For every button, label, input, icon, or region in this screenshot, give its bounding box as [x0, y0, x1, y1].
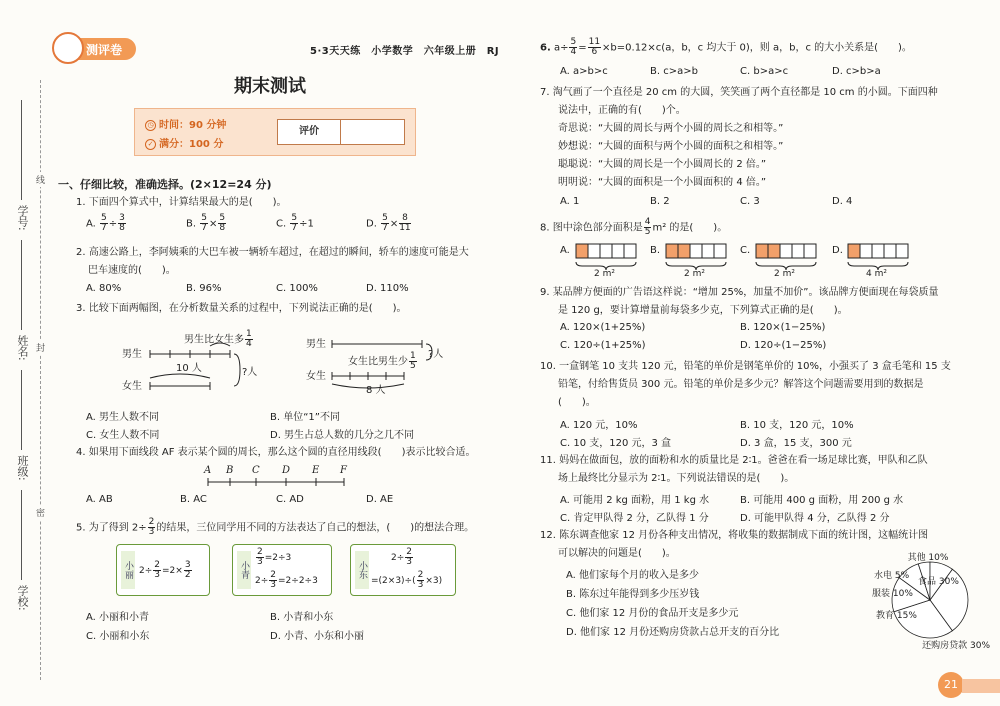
idea-xiaoqing-expr-2: 2÷ $\frac{2}{3}$ =2÷2÷3 — [255, 570, 318, 590]
question-9-line-1: 9. 某品牌方便面的广告语这样说：“增加 25%，加量不加价”。该品牌方便面现在每袋质量 — [540, 287, 939, 298]
question-1-stem: 1. 下面四个算式中，计算结果最大的是( )。 — [76, 197, 287, 208]
idea-name-xiaoqing: 小青 — [237, 551, 251, 589]
question-12-option-b[interactable]: B. 陈东过年能得到多少压岁钱 — [566, 589, 700, 600]
question-4-segment — [200, 462, 360, 492]
empty-cell — [872, 244, 884, 258]
school-field[interactable] — [21, 490, 22, 580]
question-10-line-2: 铅笔，付给售货员 300 元。铅笔的单价是多少元？解答这个问题需要用到的数据是 — [558, 379, 924, 390]
diagram-2-lines — [300, 320, 470, 400]
diagram-1-unknown: ?人 — [242, 367, 258, 378]
question-1-option-b[interactable]: B. $\frac{5}{7}$ × $\frac{5}{8}$ — [186, 213, 226, 233]
question-7-line-1: 7. 淘气画了一个直径是 20 cm 的大圆，笑笑画了两个直径都是 10 cm 的小圆。下面四种 — [540, 87, 938, 98]
question-8-option-letter: B. — [650, 245, 661, 256]
question-2-option-c[interactable]: C. 100% — [276, 283, 318, 294]
student-id-label: 学号: — [16, 205, 29, 231]
question-9-option-a[interactable]: A. 120×(1+25%) — [560, 322, 646, 333]
question-6-option-d[interactable]: D. c>b>a — [832, 66, 881, 77]
idea-xiaodong-expr-1: 2÷ $\frac{2}{3}$ — [391, 547, 413, 567]
empty-cell — [884, 244, 896, 258]
question-8-option-b[interactable] — [650, 242, 736, 280]
question-3-stem: 3. 比较下面两幅图，在分析数量关系的过程中，下列说法正确的是( )。 — [76, 303, 407, 314]
binding-line — [40, 80, 41, 680]
idea-box-xiaodong — [350, 544, 456, 596]
check-icon: ✓ — [145, 139, 156, 150]
pie-label-2: 教育 15% — [876, 611, 917, 621]
question-8-option-c[interactable] — [740, 242, 826, 280]
pie-label-4: 水电 5% — [874, 571, 910, 581]
question-11-option-a[interactable]: A. 可能用 2 kg 面粉，用 1 kg 水 — [560, 495, 710, 506]
question-8-option-letter: D. — [832, 245, 843, 256]
question-8-option-letter: C. — [740, 245, 751, 256]
diagram-2-top-label: 女生比男生少 $\frac{1}{5}$ — [348, 351, 416, 371]
name-field[interactable] — [21, 240, 22, 330]
question-7-line-2: 说法中，正确的有( )个。 — [558, 105, 686, 116]
question-7-line-4: 妙想说：“大圆的面积与两个小圆的面积之和相等。” — [558, 141, 784, 152]
evaluation-box[interactable] — [277, 119, 405, 145]
idea-name-xiaodong: 小东 — [355, 551, 369, 589]
question-4-stem: 4. 如果用下面线段 AF 表示某个圆的周长，那么这个圆的直径用线段( )表示比较合适。 — [76, 447, 476, 458]
area-total-label: 2 m² — [774, 269, 795, 279]
seal-char-line: 线 — [36, 172, 45, 187]
badge-label: 测评卷 — [86, 43, 123, 57]
point-a: A — [204, 465, 212, 476]
question-2-stem-line2: 巴车速度的( )。 — [88, 265, 176, 276]
question-3-diagram-2 — [300, 320, 470, 400]
empty-cell — [600, 244, 612, 258]
question-7-option-b[interactable]: B. 2 — [650, 196, 670, 207]
question-6-option-c[interactable]: C. b>a>c — [740, 66, 789, 77]
idea-xiaodong-expr-2: =(2×3)÷( $\frac{2}{3}$ ×3) — [371, 570, 443, 590]
question-2-stem-line1: 2. 高速公路上，李阿姨乘的大巴车被一辆轿车超过，在超过的瞬间，轿车的速度可能是大 — [76, 247, 469, 258]
question-4-option-c[interactable]: C. AD — [276, 494, 304, 505]
page-title: 期末测试 — [234, 76, 306, 97]
point-b: B — [226, 465, 234, 476]
question-7-option-d[interactable]: D. 4 — [832, 196, 853, 207]
info-box — [134, 108, 416, 156]
question-8-stem: 8. 图中涂色部分面积是 $\frac{4}{5}$ m² 的是( )。 — [540, 217, 728, 237]
name-label: 姓名: — [16, 335, 29, 361]
empty-cell — [702, 244, 714, 258]
diagram-2-boy-label: 男生 — [306, 339, 326, 350]
question-6-option-b[interactable]: B. c>a>b — [650, 66, 698, 77]
question-6-option-a[interactable]: A. a>b>c — [560, 66, 608, 77]
empty-cell — [588, 244, 600, 258]
diagram-2-unknown: ?人 — [428, 349, 444, 360]
empty-cell — [612, 244, 624, 258]
question-8-option-letter: A. — [560, 245, 570, 256]
student-id-field[interactable] — [21, 100, 22, 200]
shaded-cell — [678, 244, 690, 258]
question-7-option-a[interactable]: A. 1 — [560, 196, 580, 207]
question-2-option-d[interactable]: D. 110% — [366, 283, 409, 294]
question-5-stem: 5. 为了得到 2÷ $\frac{2}{3}$ 的结果，三位同学用不同的方法表达了自己的想法，( )的想法合理。 — [76, 517, 475, 537]
question-9-option-b[interactable]: B. 120×(1−25%) — [740, 322, 826, 333]
empty-cell — [714, 244, 726, 258]
question-10-option-c[interactable]: C. 10 支，120 元，3 盒 — [560, 438, 672, 449]
question-11-option-c[interactable]: C. 肯定甲队得 2 分，乙队得 1 分 — [560, 513, 709, 524]
question-5-option-b[interactable]: B. 小青和小东 — [270, 612, 334, 623]
diagram-2-count: 8 人 — [366, 385, 386, 396]
question-1-option-a[interactable]: A. $\frac{5}{7}$ ÷ $\frac{3}{8}$ — [86, 213, 125, 233]
idea-box-xiaoqing — [232, 544, 332, 596]
empty-cell — [896, 244, 908, 258]
shaded-cell — [576, 244, 588, 258]
pie-label-3: 服装 10% — [872, 589, 913, 599]
area-total-label: 4 m² — [866, 269, 887, 279]
seal-char-seal: 封 — [36, 340, 45, 355]
empty-cell — [690, 244, 702, 258]
class-field[interactable] — [21, 370, 22, 450]
empty-cell — [780, 244, 792, 258]
shaded-cell — [666, 244, 678, 258]
point-d: D — [282, 465, 291, 476]
seal-char-secret: 密 — [36, 505, 45, 520]
diagram-1-lines — [118, 320, 278, 400]
question-9-option-c[interactable]: C. 120÷(1+25%) — [560, 340, 646, 351]
page-tab — [962, 679, 1000, 693]
point-f: F — [340, 465, 347, 476]
empty-cell — [624, 244, 636, 258]
question-12-option-d[interactable]: D. 他们家 12 月份还购房贷款占总开支的百分比 — [566, 627, 780, 638]
empty-cell — [792, 244, 804, 258]
point-c: C — [252, 465, 260, 476]
pie-label-5: 其他 10% — [907, 553, 949, 563]
pie-label-0: 食品 30% — [918, 577, 959, 587]
question-5-option-a[interactable]: A. 小丽和小青 — [86, 612, 150, 623]
area-total-label: 2 m² — [594, 269, 615, 279]
series-info: 5·3天天练 小学数学 六年级上册 RJ — [310, 46, 500, 57]
question-7-line-6: 明明说：“大圆的面积是一个小圆面积的 4 倍。” — [558, 177, 767, 188]
question-10-line-3: ( )。 — [558, 397, 596, 408]
question-12-option-c[interactable]: C. 他们家 12 月份的食品开支是多少元 — [566, 608, 739, 619]
idea-xiaoqing-expr-1: $\frac{2}{3}$ =2÷3 — [257, 547, 292, 567]
question-3-option-c[interactable]: C. 女生人数不同 — [86, 430, 160, 441]
shaded-cell — [768, 244, 780, 258]
diagram-1-boy-label: 男生 — [122, 349, 142, 360]
question-10-option-b[interactable]: B. 10 支，120 元，10% — [740, 420, 854, 431]
question-11-option-b[interactable]: B. 可能用 400 g 面粉，用 200 g 水 — [740, 495, 904, 506]
question-10-option-d[interactable]: D. 3 盒，15 支，300 元 — [740, 438, 852, 449]
question-3-option-d[interactable]: D. 男生占总人数的几分之几不同 — [270, 430, 415, 441]
question-6-stem: 6. a÷ $\frac{5}{4}$ = $\frac{11}{6}$ ×b=0.12×c(a，b，c 均大于 0)，则 a，b，c 的大小关系是( )。 — [540, 37, 912, 57]
question-11-line-2: 场上最终比分显示为 2∶1。下列说法错误的是( )。 — [558, 473, 795, 484]
question-11-option-d[interactable]: D. 可能甲队得 4 分，乙队得 2 分 — [740, 513, 890, 524]
question-1-option-c[interactable]: C. $\frac{5}{7}$ ÷1 — [276, 213, 314, 233]
question-4-option-a[interactable]: A. AB — [86, 494, 113, 505]
school-label: 学校: — [16, 585, 29, 611]
clock-icon: ◷ — [145, 120, 156, 131]
question-7-line-3: 奇思说：“大圆的周长与两个小圆的周长之和相等。” — [558, 123, 784, 134]
question-3-option-b[interactable]: B. 单位“1”不同 — [270, 412, 340, 423]
question-11-line-1: 11. 妈妈在做面包，放的面粉和水的质量比是 2∶1。爸爸在看一场足球比赛，甲队和乙队 — [540, 455, 928, 466]
idea-name-xiaoli: 小丽 — [121, 551, 135, 589]
question-5-option-d[interactable]: D. 小青、小东和小丽 — [270, 631, 365, 642]
empty-cell — [860, 244, 872, 258]
question-5-option-c[interactable]: C. 小丽和小东 — [86, 631, 150, 642]
shaded-cell — [848, 244, 860, 258]
question-4-option-b[interactable]: B. AC — [180, 494, 207, 505]
idea-xiaoli-expr: 2÷ $\frac{2}{3}$ =2× $\frac{3}{2}$ — [139, 560, 191, 580]
class-label: 班级: — [16, 455, 29, 481]
mascot-icon — [52, 32, 84, 64]
question-3-diagram-1 — [118, 320, 278, 400]
question-7-line-5: 聪聪说：“大圆的周长是一个小圆周长的 2 倍。” — [558, 159, 767, 170]
question-3-option-a[interactable]: A. 男生人数不同 — [86, 412, 160, 423]
pie-label-1: 还购房贷款 30% — [922, 641, 990, 651]
area-total-label: 2 m² — [684, 269, 705, 279]
question-7-option-c[interactable]: C. 3 — [740, 196, 760, 207]
time-row: ◷ 时间：90 分钟 — [145, 116, 226, 131]
question-8-option-a[interactable] — [560, 242, 646, 280]
question-2-option-a[interactable]: A. 80% — [86, 283, 122, 294]
question-12-line-2: 可以解决的问题是( )。 — [558, 548, 676, 559]
idea-box-xiaoli — [116, 544, 210, 596]
page-number: 21 — [938, 672, 964, 698]
shaded-cell — [756, 244, 768, 258]
question-8-option-d[interactable] — [832, 242, 918, 280]
point-e: E — [312, 465, 320, 476]
diagram-1-girl-label: 女生 — [122, 381, 142, 392]
empty-cell — [804, 244, 816, 258]
question-10-option-a[interactable]: A. 120 元，10% — [560, 420, 638, 431]
question-9-line-2: 是 120 g，要计算增量前每袋多少克，下列算式正确的是( )。 — [558, 305, 848, 316]
segment-line — [200, 462, 360, 492]
diagram-1-top-label: 男生比女生多 $\frac{1}{4}$ — [184, 329, 252, 349]
score-row: ✓ 满分：100 分 — [145, 135, 223, 150]
question-4-option-d[interactable]: D. AE — [366, 494, 394, 505]
question-12-line-1: 12. 陈东调查他家 12 月份各种支出情况，将收集的数据制成下面的统计图，这幅统计图 — [540, 530, 929, 541]
diagram-2-girl-label: 女生 — [306, 371, 326, 382]
expense-pie-chart — [820, 550, 990, 654]
question-9-option-d[interactable]: D. 120÷(1−25%) — [740, 340, 827, 351]
question-12-option-a[interactable]: A. 他们家每个月的收入是多少 — [566, 570, 700, 581]
diagram-1-count: 10 人 — [176, 363, 202, 374]
question-10-line-1: 10. 一盒钢笔 10 支共 120 元，铅笔的单价是钢笔单价的 10%，小强买了 3 盒毛笔和 15 支 — [540, 361, 951, 372]
question-2-option-b[interactable]: B. 96% — [186, 283, 222, 294]
evaluation-label: 评价 — [278, 120, 341, 144]
question-1-option-d[interactable]: D. $\frac{5}{7}$ × $\frac{8}{11}$ — [366, 213, 411, 233]
section-heading: 一、仔细比较，准确选择。(2×12=24 分) — [58, 178, 272, 191]
